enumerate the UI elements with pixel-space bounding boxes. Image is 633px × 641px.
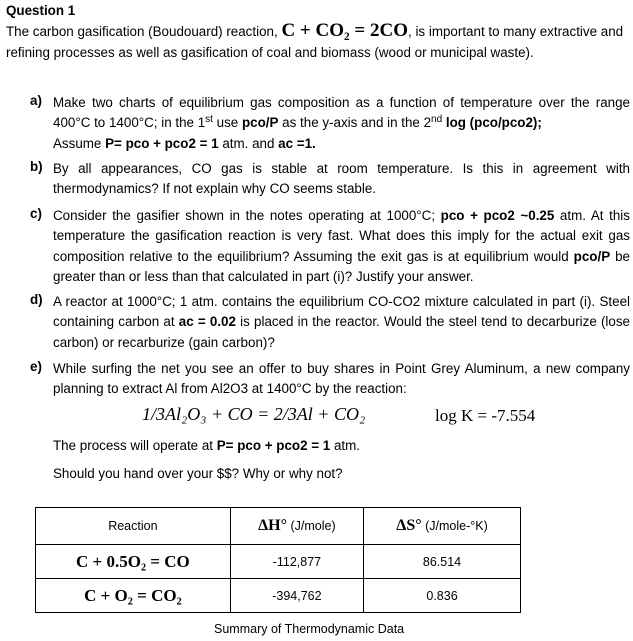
row-entropy: 86.514 bbox=[364, 545, 521, 579]
row-reaction: C + 0.5O₂ = CO bbox=[36, 545, 231, 579]
part-c bbox=[30, 206, 630, 287]
table-row bbox=[36, 579, 521, 613]
part-e bbox=[30, 359, 630, 400]
part-a bbox=[30, 93, 630, 154]
intro-text-post: , is important to many extractive and refining processes as well as gasification of coal and biomass (wood or municipal waste). bbox=[6, 24, 624, 60]
investment-question: Should you hand over your $$? Why or why not? bbox=[53, 466, 343, 481]
question-intro bbox=[6, 21, 626, 63]
header-reaction: Reaction bbox=[36, 508, 231, 545]
part-e-text: While surfing the net you see an offer to buy shares in Point Grey Aluminum, a new company planning to extract Al from Al2O3 at 1400°C by the reaction: bbox=[53, 361, 630, 397]
part-b-label: b) bbox=[30, 159, 43, 174]
part-a-label: a) bbox=[30, 93, 42, 108]
header-enthalpy: ΔH° (J/mole) bbox=[230, 508, 363, 545]
intro-text-pre: The carbon gasification (Boudouard) reaction, bbox=[6, 24, 278, 39]
aluminum-reaction-equation: 1/3Al₂O₃ + CO = 2/3Al + CO₂ bbox=[142, 404, 366, 424]
header-entropy: ΔS° (J/mole-°K) bbox=[364, 508, 521, 545]
question-title: Question 1 bbox=[6, 3, 76, 18]
part-d-label: d) bbox=[30, 292, 43, 307]
thermodynamic-data-table bbox=[35, 507, 521, 613]
part-e-label: e) bbox=[30, 359, 42, 374]
row-reaction: C + O₂ = CO₂ bbox=[36, 579, 231, 613]
row-enthalpy: -394,762 bbox=[230, 579, 363, 613]
row-entropy: 0.836 bbox=[364, 579, 521, 613]
part-d bbox=[30, 292, 630, 353]
table-row bbox=[36, 545, 521, 579]
boudouard-equation: C + CO₂ = 2CO bbox=[281, 20, 409, 41]
part-c-text: Consider the gasifier shown in the notes operating at 1000°C; pco + pco2 ~0.25 atm. At this temperature the gasification reaction is very fast. What does this imply for the actual exit gas composition relative to the equilibrium? Assuming the exit gas is at equilibrium would pco/P be greater than or less than that calculated in part (i)? Justify your answer. bbox=[53, 208, 630, 284]
part-c-label: c) bbox=[30, 206, 42, 221]
part-a-text: Make two charts of equilibrium gas composition as a function of temperature over the range 400°C to 1400°C; in the 1st use pco/P as the y-axis and in the 2nd log (pco/pco2); Assume P= pco + pco2 = 1 atm. and ac =1. bbox=[53, 95, 630, 151]
row-enthalpy: -112,877 bbox=[230, 545, 363, 579]
table-caption: Summary of Thermodynamic Data bbox=[214, 622, 405, 636]
process-conditions: The process will operate at P= pco + pco2 = 1 atm. bbox=[53, 438, 361, 453]
part-b bbox=[30, 159, 630, 200]
part-d-text: A reactor at 1000°C; 1 atm. contains the equilibrium CO-CO2 mixture calculated in part (i). Steel containing carbon at ac = 0.02 is placed in the reactor. Would the steel tend to decarburize (lose carbon) or recarburize (gain carbon)? bbox=[53, 294, 631, 350]
log-k-value: log K = -7.554 bbox=[435, 406, 536, 425]
part-b-text: By all appearances, CO gas is stable at room temperature. Is this in agreement with thermodynamics? If not explain why CO seems stable. bbox=[53, 161, 630, 197]
table-header-row bbox=[36, 508, 521, 545]
